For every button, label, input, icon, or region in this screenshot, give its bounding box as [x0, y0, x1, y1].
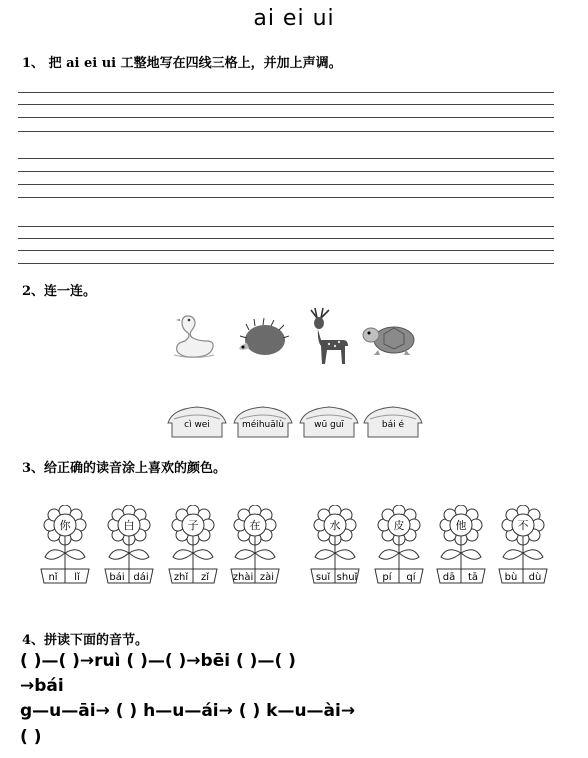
hedgehog-icon — [237, 318, 289, 360]
flower-char: 你 — [59, 519, 71, 532]
flower-char: 皮 — [393, 519, 405, 532]
flower-3[interactable] — [168, 505, 218, 593]
house-label: méihuālù — [242, 420, 284, 430]
pinyin-line-2: →bái — [20, 676, 64, 696]
pinyin-option-right[interactable]: lǐ — [74, 572, 80, 583]
flower-char: 他 — [455, 519, 467, 532]
pinyin-line-3: g—u—āi→ ( ) h—u—ái→ ( ) k—u—ài→ — [20, 701, 356, 721]
pinyin-option-right[interactable]: qí — [406, 572, 416, 583]
flower-5[interactable] — [310, 505, 360, 593]
house-ci-wei — [164, 405, 230, 439]
flower-8[interactable] — [498, 505, 548, 593]
pinyin-line-4: ( ) — [20, 727, 42, 747]
pinyin-option-left[interactable]: suǐ — [315, 572, 331, 583]
deer-icon — [303, 306, 349, 366]
pinyin-option-right[interactable]: zǐ — [200, 572, 210, 583]
house-bai-e — [360, 405, 426, 439]
pinyin-option-left[interactable]: dā — [442, 572, 456, 583]
pinyin-option-right[interactable]: zài — [259, 572, 275, 583]
flower-char: 水 — [329, 519, 341, 532]
pinyin-option-right[interactable]: shuǐ — [336, 572, 358, 583]
pinyin-option-right[interactable]: dái — [133, 572, 149, 583]
question-4: 4、拼读下面的音节。 — [22, 633, 149, 648]
house-meihualu — [230, 405, 296, 439]
pinyin-option-right[interactable]: dù — [528, 572, 542, 583]
pinyin-option-left[interactable]: pí — [382, 572, 392, 583]
house-label: cì wei — [184, 420, 210, 430]
pinyin-option-left[interactable]: zhài — [232, 572, 254, 583]
flower-char: 在 — [249, 519, 261, 532]
flower-4[interactable] — [230, 505, 280, 593]
house-label: bái é — [381, 420, 405, 430]
pinyin-option-left[interactable]: bù — [504, 572, 518, 583]
flower-7[interactable] — [436, 505, 486, 593]
house-wu-gui — [296, 405, 362, 439]
swan-icon — [170, 310, 218, 360]
page-title: ai ei ui — [253, 6, 335, 31]
pinyin-line-1: ( )—( )→ruì ( )—( )→bēi ( )—( ) — [20, 651, 296, 671]
pinyin-option-left[interactable]: nǐ — [48, 572, 58, 583]
question-3: 3、给正确的读音涂上喜欢的颜色。 — [22, 461, 227, 476]
flower-2[interactable] — [104, 505, 154, 593]
flower-char: 不 — [517, 519, 529, 532]
turtle-icon — [362, 320, 418, 358]
question-1: 1、 把 ai ei ui 工整地写在四线三格上，并加上声调。 — [22, 56, 342, 71]
pinyin-option-left[interactable]: bái — [109, 572, 125, 583]
pinyin-option-left[interactable]: zhǐ — [173, 572, 189, 583]
flower-1[interactable] — [40, 505, 90, 593]
flower-char: 子 — [187, 519, 199, 532]
flower-char: 白 — [123, 519, 135, 532]
house-label: wū guī — [314, 420, 344, 430]
pinyin-option-right[interactable]: tā — [467, 572, 479, 583]
flower-6[interactable] — [374, 505, 424, 593]
question-2: 2、连一连。 — [22, 284, 97, 299]
